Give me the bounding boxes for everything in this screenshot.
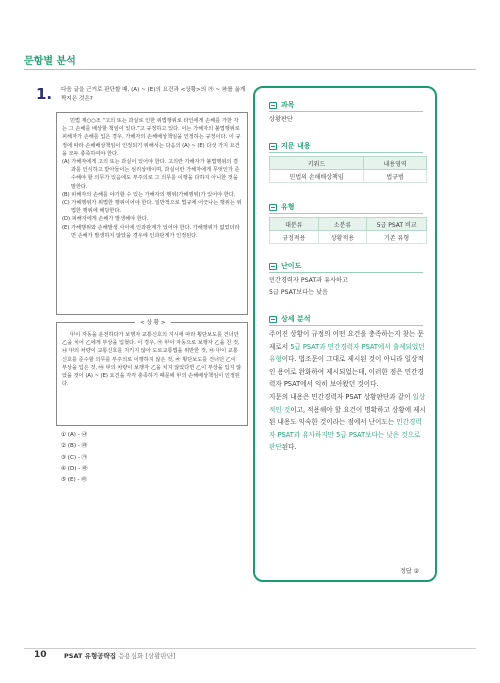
analysis-panel [253, 86, 437, 582]
answer-options [61, 430, 88, 486]
book-icon [269, 102, 277, 109]
option-3[interactable]: ③ (C) - ㉮ [61, 454, 88, 461]
footer-title: PSAT 유형공략집 응용심화 [상황판단] [64, 652, 176, 660]
heading-underline [269, 272, 423, 273]
section-title: 문항별 분석 [24, 56, 76, 67]
law-item-e: (E) 가해행위와 손해발생 사이에 인과관계가 있어야 한다. 가해행위가 없었더라면 손해가 발생하지 않았을 경우에 인과관계가 인정된다. [62, 224, 240, 239]
option-5[interactable]: ⑤ (E) - ㉲ [61, 477, 87, 484]
book-icon [269, 263, 277, 270]
table-header: 대분류 [270, 218, 319, 231]
option-2[interactable]: ② (B) - ㉱ [61, 443, 88, 450]
subject-heading: 과목 [269, 100, 295, 110]
question-number: 1. [36, 85, 53, 103]
difficulty-heading: 난이도 [269, 261, 301, 271]
subject-value: 상황판단 [269, 116, 293, 123]
footer-divider [24, 648, 476, 649]
page-number: 10 [34, 650, 47, 660]
book-icon [269, 316, 277, 323]
law-item-b: (B) 피해자의 손해를 야기할 수 있는 가해자의 행위(가해행위)가 있어야 한다. [62, 191, 236, 198]
answer-label: 정답 ② [400, 568, 419, 575]
option-1[interactable]: ① (A) - ㉯ [61, 432, 88, 438]
table-cell: 민법의 손해배상책임 [270, 170, 364, 183]
table-header: 소분류 [318, 218, 367, 231]
option-4[interactable]: ④ (D) - ㉲ [61, 465, 88, 472]
case-box: 甲이 자동을 운전하다가 보행자 교통신호의 지시에 따라 횡단보도를 건너던 乙을 치어 乙에게 부상을 입혔다. 이 경우, ㉮ 甲이 자동으로 보행자 乙을 친 것, ㉯ 甲의 차량이 교통신호를 지키지 않아 도로교통법을 위반한 것, ㉰ 甲이 교통신호를 준수할 의무를 부주의로 이행하지 않은 것, ㉱ 횡단보도를 건너던 乙이 부상을 입은 것, ㉲ 甲의 차량이 보행자 乙을 치지 않았다면 乙이 부상을 입지 않았을 것이 (A) ~ (E) 요건을 각각 충족하기 때문에 甲의 손해배상책임이 인정된다. [56, 322, 248, 426]
content-table [269, 156, 427, 183]
table-cell: 법규범 [364, 170, 427, 183]
law-paragraph: 민법 제○○조 “고의 또는 과실로 인한 위법행위로 타인에게 손해를 가한 자는 그 손해를 배상할 책임이 있다.”고 규정하고 있다. 이는 가해자의 불법행위로 피해자가 손해를 입은 경우, 가해자의 손해배상책임을 인정하는 규정이다. 이 규정에 따라 손해배상책임이 인정되기 위해서는 다음의 (A) ~ (E) 다섯 가지 요건을 모두 충족하여야 한다. [62, 118, 241, 157]
table-header: 키워드 [270, 157, 364, 170]
law-text-box [56, 112, 248, 315]
table-header: 내용영역 [364, 157, 427, 170]
law-item-a: (A) 가해자에게 고의 또는 과실이 있어야 한다. 고의란 가해자가 불법행위의 결과를 인식하고 받아들이는 심리상태이며, 과실이란 가해자에게 무엇인가 준수해야 할 의무가 있음에도 부주의로 그 의무를 이행을 다하지 아니한 것을 말한다. [62, 159, 240, 190]
law-item-d: (D) 피해자에게 손해가 발생해야 한다. [62, 216, 149, 223]
heading-underline [269, 111, 423, 112]
table-cell: 기존 유형 [367, 231, 427, 244]
case-title: < 상 황 > [135, 318, 171, 326]
type-heading: 유형 [269, 202, 295, 212]
section-divider [24, 69, 476, 70]
table-header: 5급 PSAT 비교 [367, 218, 427, 231]
heading-underline [269, 152, 423, 153]
law-item-c: (C) 가해행위가 위법한 행위이어야 한다. 일반적으로 법규에 어긋나는 행위는 위법한 행위에 해당한다. [62, 200, 242, 215]
book-icon [269, 204, 277, 211]
heading-underline [269, 213, 423, 214]
content-heading: 지문 내용 [269, 141, 311, 151]
heading-underline [269, 325, 423, 326]
analysis-text: 주어진 상황이 규정의 어떤 요건을 충족하는지 찾는 문제로서 5급 PSAT과 민간경력자 PSAT에서 출제되었던 유형이다. 법조문이 그대로 제시된 것이 아니라 일상적인 용어로 완화하여 제시되었는데, 이러한 점은 민간경력자 PSAT에서 익히 보아왔던 것이다. 지문의 내용은 민간경력자 PSAT 상황판단과 같이 일상적인 것이고, 적용해야 할 요건이 명확하고 상황에 제시된 내용도 익숙한 것이라는 점에서 난이도는 민간경력자 PSAT과 유사하지만 5급 PSAT보다는 낮은 것으로 판단된다. [269, 330, 426, 452]
question-stem: 다음 글을 근거로 판단할 때, (A) ~ (E)의 요건과 <상황>의 ㉮ ~ ㉲를 옳게 짝지은 것은? [61, 87, 246, 102]
analysis-heading: 상세 분석 [269, 314, 311, 324]
type-table [269, 217, 427, 244]
book-icon [269, 143, 277, 150]
table-cell: 규정적용 [270, 231, 319, 244]
difficulty-text: 민간경력자 PSAT과 유사하고 5급 PSAT보다는 낮음 [269, 277, 349, 296]
table-cell: 상황적용 [318, 231, 367, 244]
